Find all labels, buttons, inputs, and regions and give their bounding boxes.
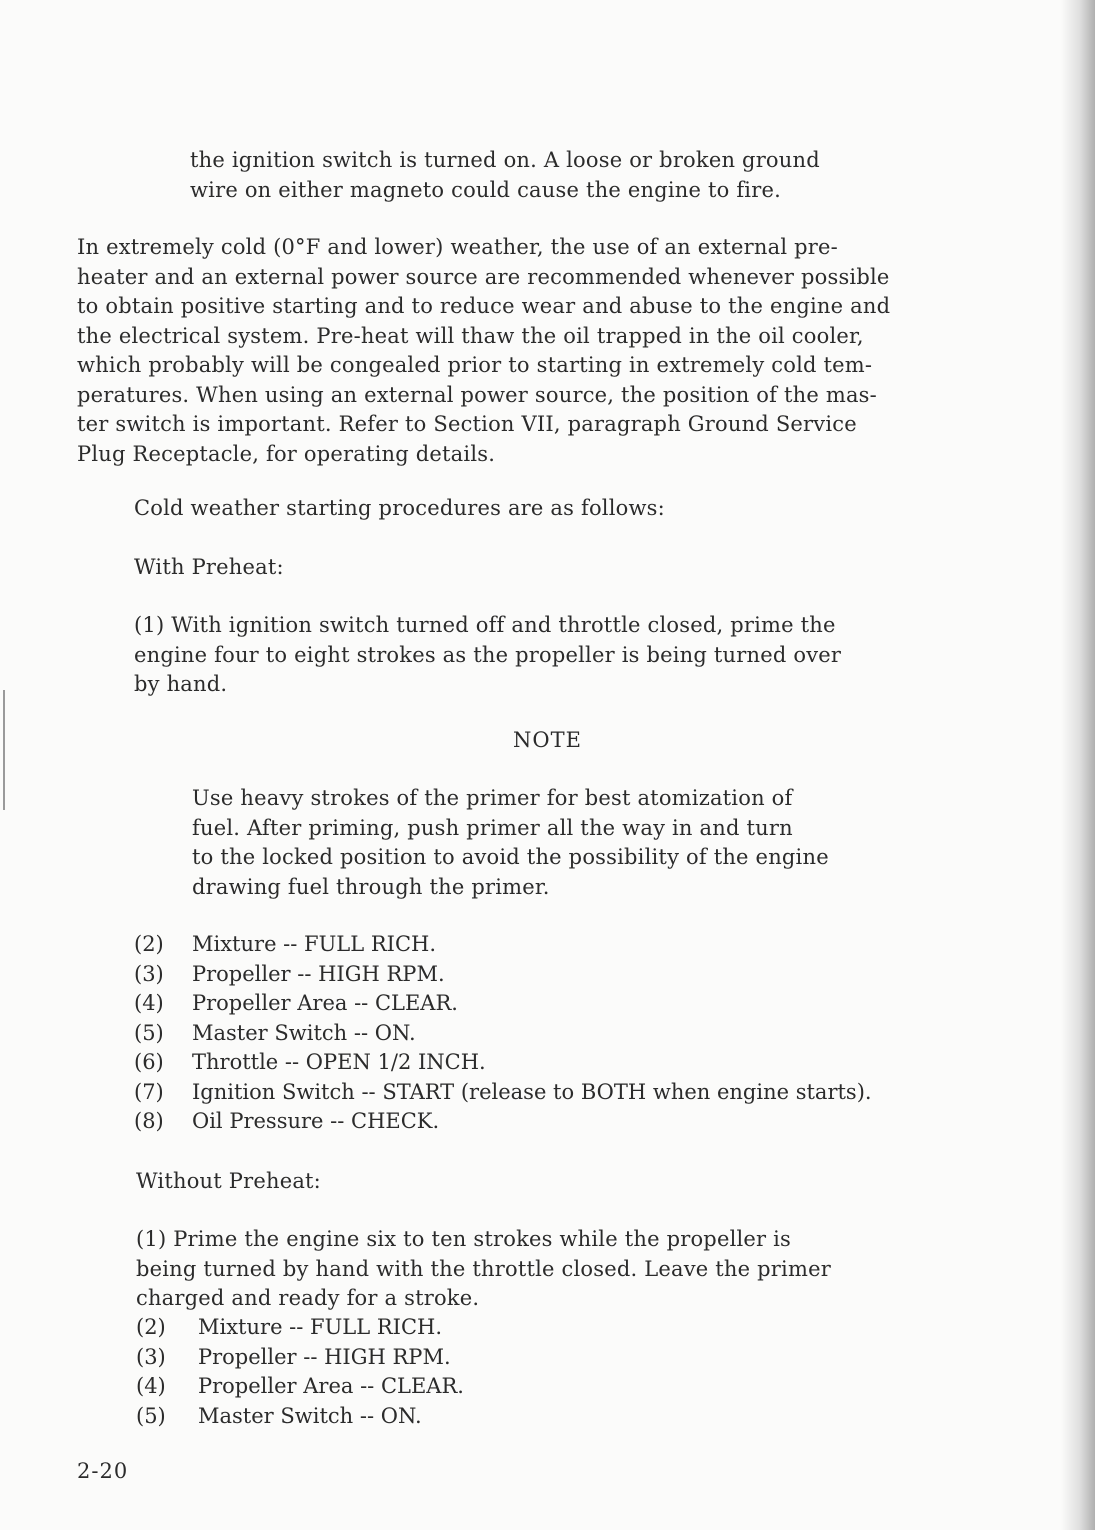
step-text: Master Switch -- ON. <box>198 1403 422 1428</box>
step-number: (3) <box>136 1344 166 1369</box>
step-line: engine four to eight strokes as the propeller is being turned over <box>134 642 842 667</box>
step-number: (4) <box>134 991 164 1015</box>
procedures-intro-text: Cold weather starting procedures are as follows: <box>134 496 665 520</box>
step-text: Mixture -- FULL RICH. <box>198 1315 443 1339</box>
list-item <box>136 1313 464 1343</box>
continuation-text <box>190 146 820 205</box>
page-number: 2-20 <box>77 1459 129 1483</box>
without-preheat-heading-text: Without Preheat: <box>136 1169 321 1193</box>
list-item <box>134 989 872 1019</box>
step-number: (2) <box>134 932 164 956</box>
with-preheat-steps <box>134 930 872 1137</box>
paragraph-line: Plug Receptacle, for operating details. <box>77 441 496 466</box>
with-preheat-heading <box>134 553 284 583</box>
list-item <box>134 1107 872 1137</box>
list-item <box>134 1048 872 1078</box>
continuation-line: the ignition switch is turned on. A loose or broken ground <box>190 148 820 172</box>
note-line: fuel. After priming, push primer all the way in and turn <box>192 815 793 840</box>
with-preheat-step-1 <box>134 611 841 700</box>
list-item <box>134 960 872 990</box>
step-number: (6) <box>134 1050 164 1074</box>
step-line: (1) Prime the engine six to ten strokes while the propeller is <box>136 1227 792 1251</box>
paragraph-line: which probably will be congealed prior to starting in extremely cold tem- <box>77 353 873 377</box>
step-text: Master Switch -- ON. <box>192 1020 416 1045</box>
step-text: Oil Pressure -- CHECK. <box>192 1109 440 1133</box>
note-line: drawing fuel through the primer. <box>192 874 550 899</box>
paragraph-line: heater and an external power source are recommended whenever possible <box>77 264 890 289</box>
list-item <box>134 930 872 960</box>
list-item <box>136 1343 464 1373</box>
step-number: (2) <box>136 1315 166 1339</box>
step-text: Propeller Area -- CLEAR. <box>198 1374 464 1398</box>
note-heading: NOTE <box>513 728 582 752</box>
paragraph-line: ter switch is important. Refer to Section VII, paragraph Ground Service <box>77 412 857 436</box>
without-preheat-heading <box>136 1167 321 1197</box>
list-item <box>134 1078 872 1108</box>
list-item <box>136 1372 464 1402</box>
continuation-line: wire on either magneto could cause the engine to fire. <box>190 177 781 202</box>
step-text: Propeller -- HIGH RPM. <box>198 1344 451 1369</box>
step-text: Throttle -- OPEN 1/2 INCH. <box>192 1050 486 1074</box>
step-text: Ignition Switch -- START (release to BOTH when engine starts). <box>192 1079 872 1104</box>
step-number: (3) <box>134 961 164 986</box>
without-preheat-steps <box>136 1313 464 1431</box>
step-text: Propeller Area -- CLEAR. <box>192 991 458 1015</box>
procedures-intro <box>134 494 665 524</box>
cold-weather-paragraph <box>77 233 890 469</box>
with-preheat-heading-text: With Preheat: <box>134 555 284 579</box>
step-number: (5) <box>134 1020 164 1045</box>
scan-edge-shadow <box>1061 0 1095 1530</box>
step-text: Propeller -- HIGH RPM. <box>192 961 445 986</box>
step-line: (1) With ignition switch turned off and throttle closed, prime the <box>134 613 836 637</box>
list-item <box>136 1402 464 1432</box>
step-number: (7) <box>134 1079 164 1104</box>
note-line: to the locked position to avoid the possibility of the engine <box>192 845 829 869</box>
step-text: Mixture -- FULL RICH. <box>192 932 437 956</box>
without-preheat-step-1 <box>136 1225 831 1314</box>
step-number: (4) <box>136 1374 166 1398</box>
step-number: (5) <box>136 1403 166 1428</box>
step-number: (8) <box>134 1109 164 1133</box>
note-body <box>192 784 829 902</box>
list-item <box>134 1019 872 1049</box>
paragraph-line: to obtain positive starting and to reduce wear and abuse to the engine and <box>77 294 891 318</box>
step-line: by hand. <box>134 672 228 696</box>
step-line: charged and ready for a stroke. <box>136 1286 480 1310</box>
step-line: being turned by hand with the throttle closed. Leave the primer <box>136 1256 831 1281</box>
note-line: Use heavy strokes of the primer for best atomization of <box>192 786 793 810</box>
paragraph-line: the electrical system. Pre-heat will thaw the oil trapped in the oil cooler, <box>77 323 864 348</box>
paragraph-line: peratures. When using an external power source, the position of the mas- <box>77 382 877 407</box>
paragraph-line: In extremely cold (0°F and lower) weather, the use of an external pre- <box>77 235 838 259</box>
